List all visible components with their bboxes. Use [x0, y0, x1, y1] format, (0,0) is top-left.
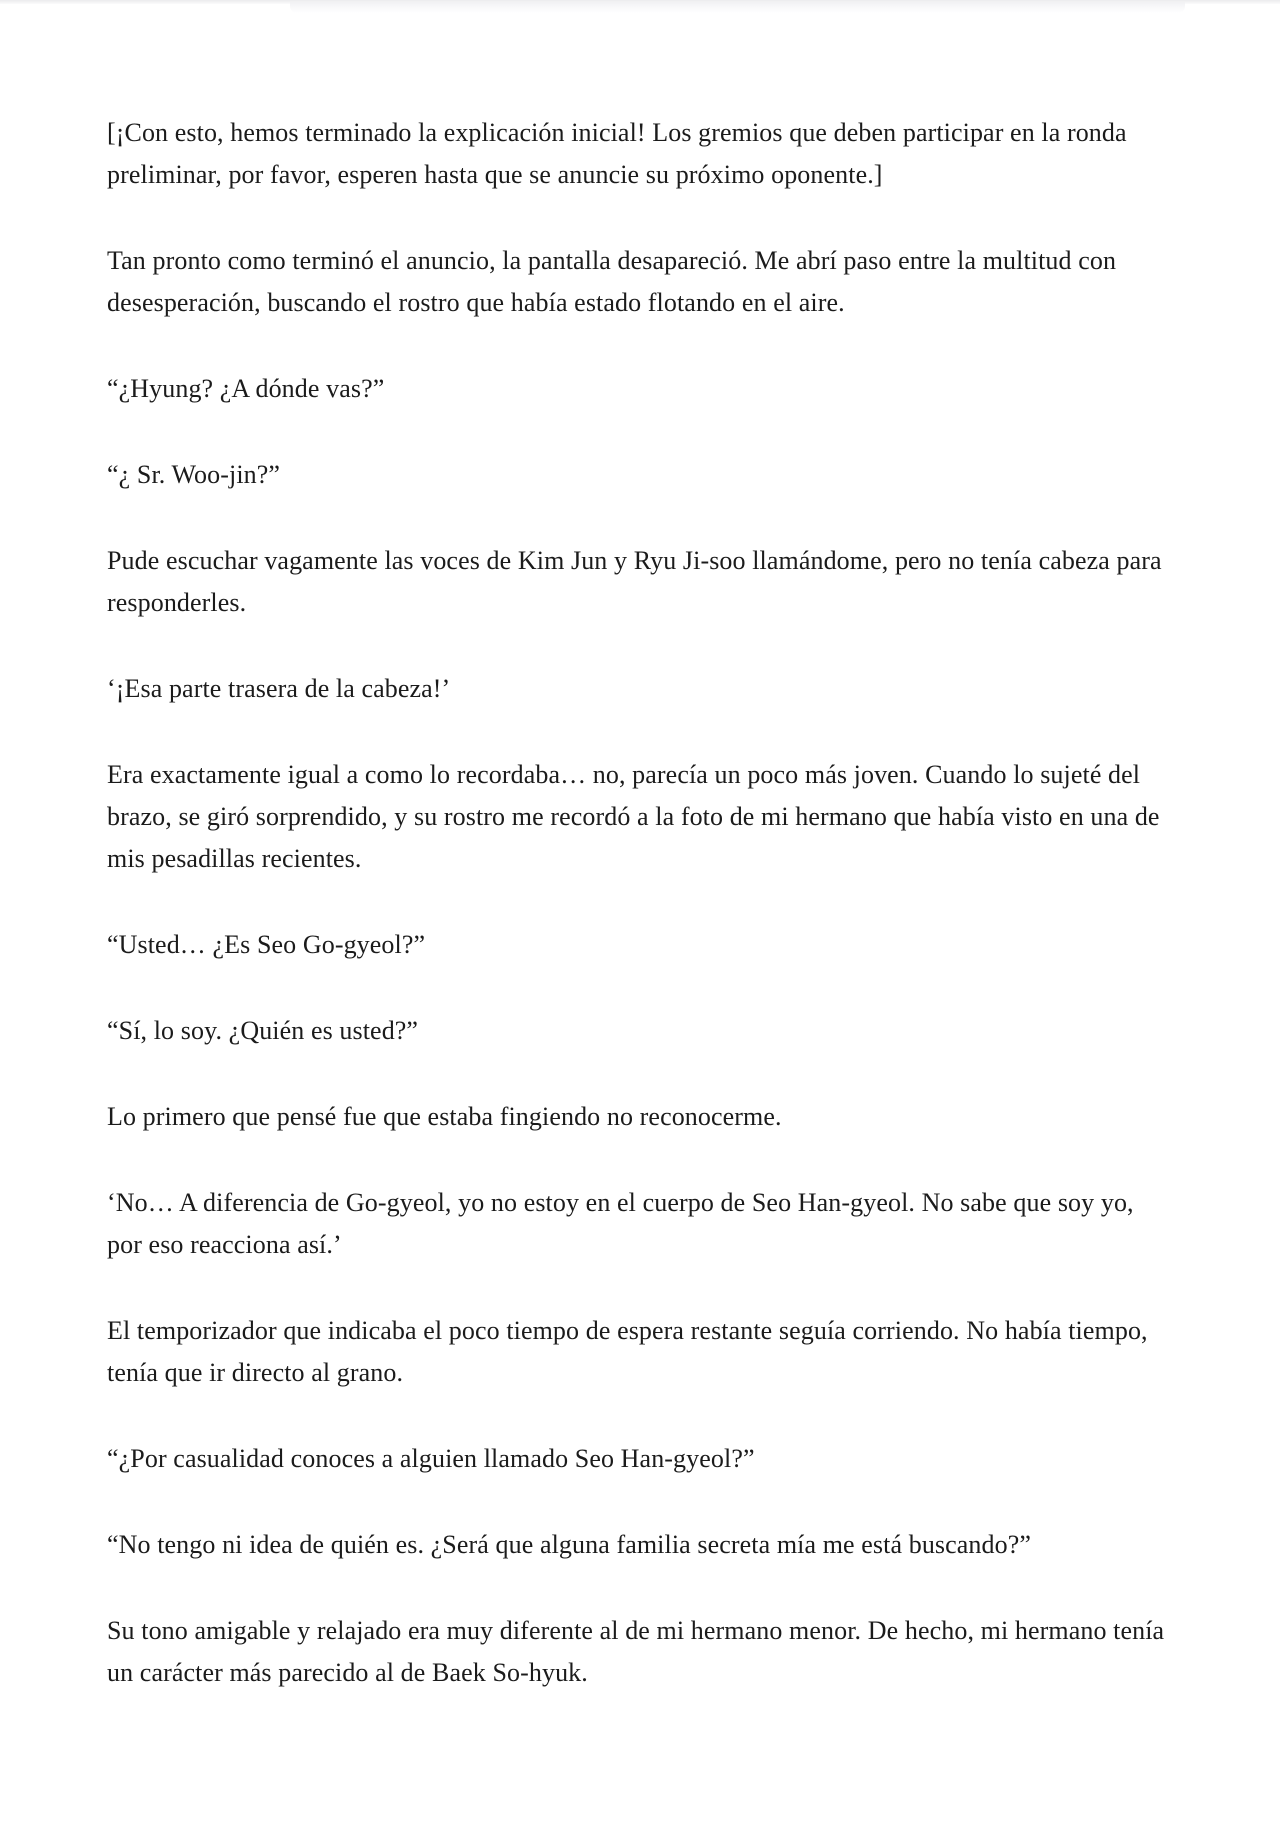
paragraph: “¿ Sr. Woo-jin?” — [107, 460, 281, 489]
paragraph: “¿Hyung? ¿A dónde vas?” — [107, 374, 385, 403]
paragraph: “Sí, lo soy. ¿Quién es usted?” — [107, 1016, 419, 1045]
paragraph: Tan pronto como terminó el anuncio, la pantalla desapareció. Me abrí paso entre la multitud con desesperación, buscando el rostro que había estado flotando en el aire. — [107, 246, 1117, 317]
paragraph: “Usted… ¿Es Seo Go-gyeol?” — [107, 930, 426, 959]
paragraph: Su tono amigable y relajado era muy diferente al de mi hermano menor. De hecho, mi hermano tenía un carácter más parecido al de Baek So-hyuk. — [107, 1616, 1165, 1687]
paragraph: [¡Con esto, hemos terminado la explicación inicial! Los gremios que deben participar en la ronda preliminar, por favor, esperen hasta que se anuncie su próximo oponente.] — [107, 118, 1127, 189]
paragraph: Pude escuchar vagamente las voces de Kim Jun y Ryu Ji-soo llamándome, pero no tenía cabeza para responderles. — [107, 546, 1162, 617]
paragraph: El temporizador que indicaba el poco tiempo de espera restante seguía corriendo. No había tiempo, tenía que ir directo al grano. — [107, 1316, 1148, 1387]
paragraph: Era exactamente igual a como lo recordaba… no, parecía un poco más joven. Cuando lo sujeté del brazo, se giró sorprendido, y su rostro me recordó a la foto de mi hermano que había visto en una de mis pesadillas recientes. — [107, 760, 1160, 873]
paragraph: ‘No… A diferencia de Go-gyeol, yo no estoy en el cuerpo de Seo Han-gyeol. No sabe que soy yo, por eso reacciona así.’ — [107, 1188, 1134, 1259]
paragraph: “No tengo ni idea de quién es. ¿Será que alguna familia secreta mía me está buscando?” — [107, 1530, 1031, 1559]
paragraph: Lo primero que pensé fue que estaba fingiendo no reconocerme. — [107, 1102, 782, 1131]
paragraph: “¿Por casualidad conoces a alguien llamado Seo Han-gyeol?” — [107, 1444, 755, 1473]
novel-text-body — [107, 112, 1175, 1694]
paragraph: ‘¡Esa parte trasera de la cabeza!’ — [107, 674, 451, 703]
top-shadow-center — [290, 2, 1185, 13]
